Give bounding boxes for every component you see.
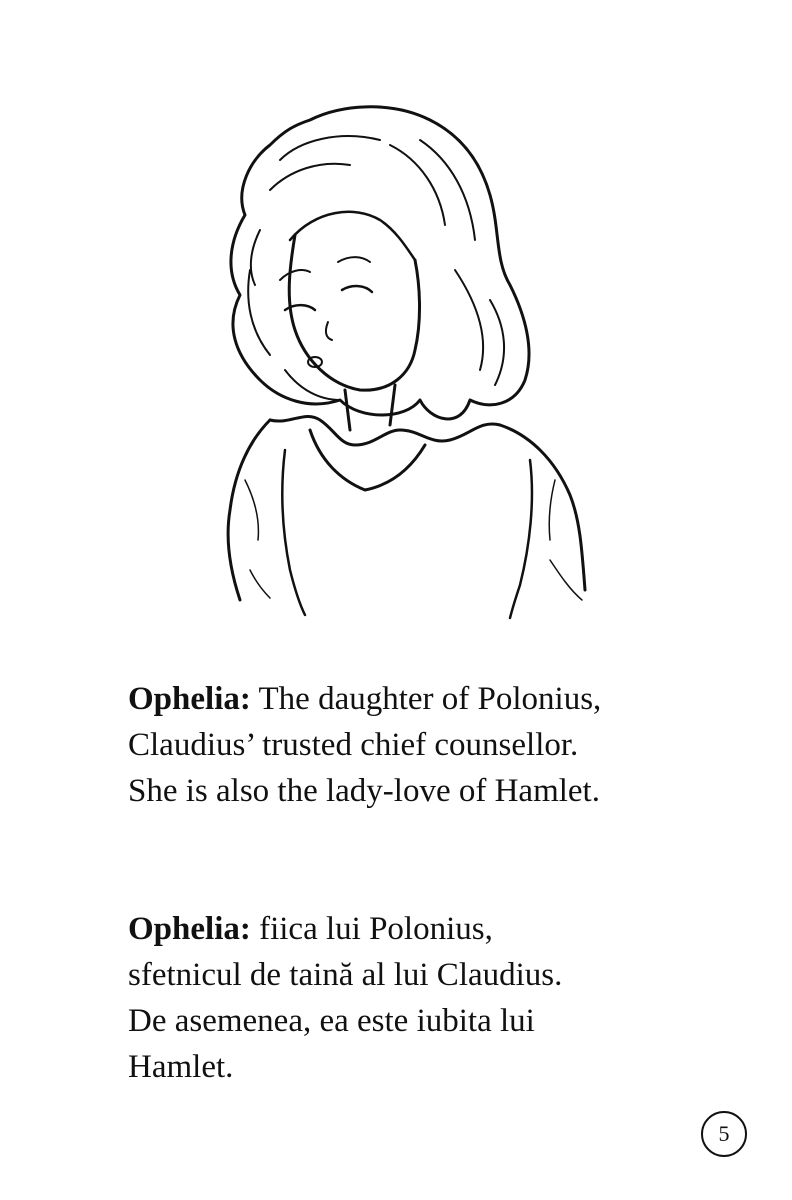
entry-line [128, 676, 708, 722]
entry-line [128, 906, 708, 952]
entry-line: Hamlet. [128, 1049, 234, 1085]
entry-line: She is also the lady-love of Hamlet. [128, 773, 600, 809]
character-name: Ophelia: [128, 681, 251, 717]
entry-text: fiica lui Polonius, [259, 911, 493, 947]
entry-line: De asemenea, ea este iubita lui [128, 1003, 535, 1039]
entry-text: The daughter of Polonius, [258, 681, 602, 717]
character-entry-english [128, 676, 708, 814]
character-entry-romanian [128, 906, 708, 1090]
entry-line: Claudius’ trusted chief counsellor. [128, 727, 579, 763]
ophelia-illustration [190, 100, 640, 620]
page-number: 5 [701, 1111, 747, 1157]
entry-line: sfetnicul de taină al lui Claudius. [128, 957, 563, 993]
character-name: Ophelia: [128, 911, 251, 947]
